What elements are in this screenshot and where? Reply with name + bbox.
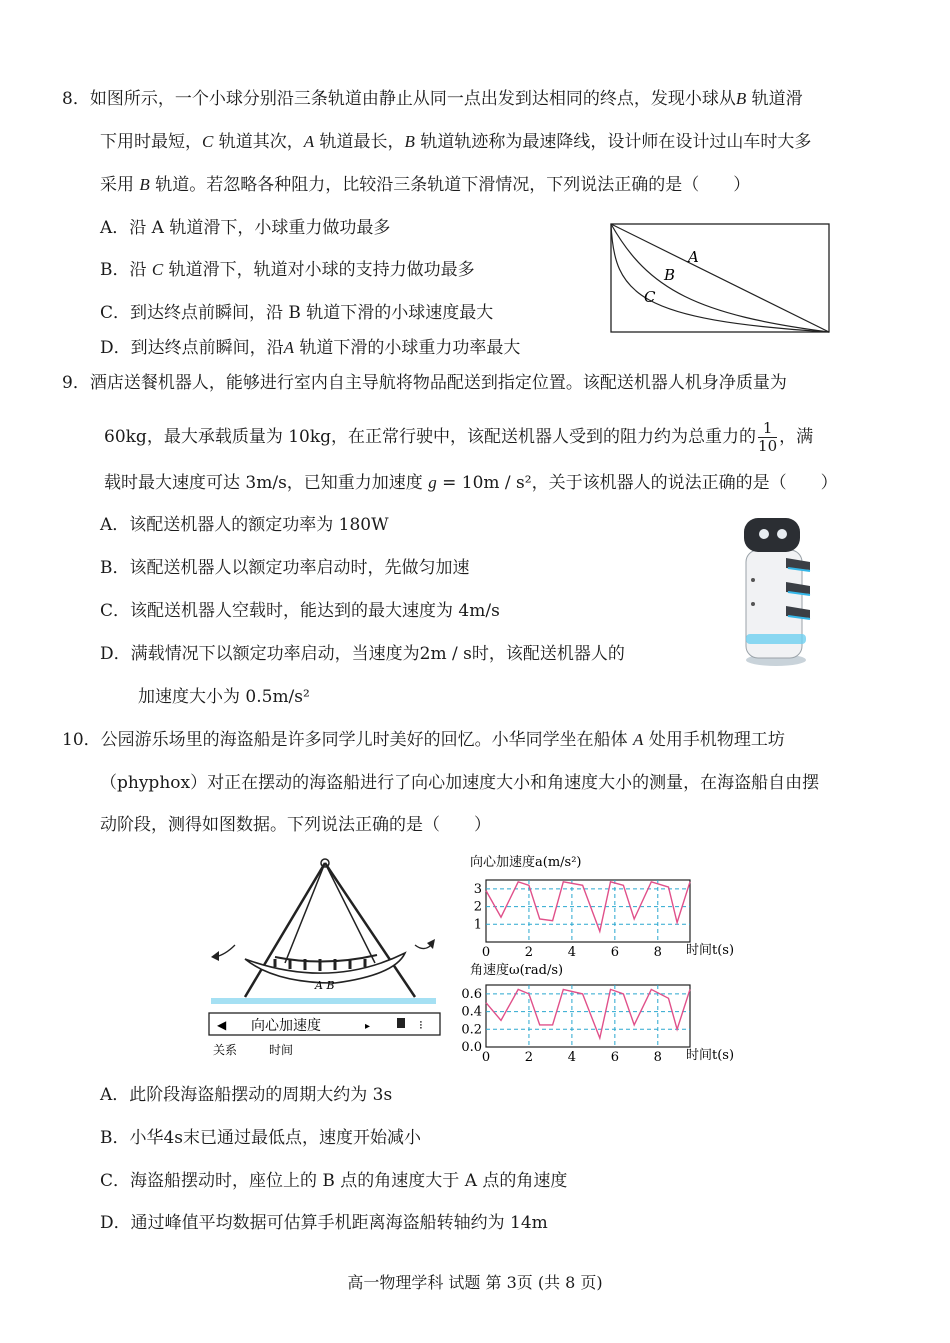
c1-xtick-label: 8 bbox=[653, 945, 662, 960]
label-a: A bbox=[688, 248, 699, 266]
c1-xtick-label: 2 bbox=[524, 945, 534, 960]
q9-option-c: C．该配送机器人空载时，能达到的最大速度为 4m/s bbox=[100, 601, 500, 621]
app-bar bbox=[209, 1013, 440, 1035]
chart2-title: 角速度ω(rad/s) bbox=[470, 963, 564, 978]
app-tab-time: 时间 bbox=[269, 1043, 294, 1057]
q8-option-c: C．到达终点前瞬间，沿 B 轨道下滑的小球速度最大 bbox=[100, 303, 494, 323]
q10-option-a: A．此阶段海盗船摆动的周期大约为 3s bbox=[100, 1085, 393, 1105]
q8-line3: 采用 B 轨道。若忽略各种阻力，比较沿三条轨道下滑情况，下列说法正确的是（ ） bbox=[100, 175, 751, 195]
chart1-xlabel: 时间t(s) bbox=[686, 943, 735, 958]
c2-ytick-label: 0.6 bbox=[461, 986, 482, 1002]
track-a bbox=[611, 224, 829, 332]
c2-xtick-label: 0 bbox=[481, 1050, 491, 1065]
q8-line2: 下用时最短，C 轨道其次，A 轨道最长，B 轨道轨迹称为最速降线，设计师在设计过山车时大多 bbox=[100, 132, 812, 152]
q8-track-figure bbox=[608, 220, 834, 336]
q9-option-d-cont: 加速度大小为 0.5m/s² bbox=[138, 687, 310, 707]
svg-text:◀: ◀ bbox=[217, 1018, 227, 1032]
pirate-ship-figure bbox=[205, 855, 445, 1060]
c2-xtick-label: 2 bbox=[524, 1050, 534, 1065]
c1-xtick-label: 6 bbox=[610, 945, 619, 960]
chart2-series-line bbox=[486, 989, 690, 1038]
q8-option-d: D．到达终点前瞬间，沿A 轨道下滑的小球重力功率最大 bbox=[100, 338, 521, 358]
chart2-xlabel: 时间t(s) bbox=[686, 1048, 735, 1063]
fraction-one-tenth: $\frac{1}{10}$ bbox=[758, 419, 778, 455]
chart1-gridlines bbox=[486, 880, 690, 942]
app-tab-relation: 关系 bbox=[213, 1043, 238, 1057]
q10-line1: 10．公园游乐场里的海盗船是许多同学儿时美好的回忆。小华同学坐在船体 A 处用手机物理工坊 bbox=[62, 730, 785, 750]
q10-option-d: D．通过峰值平均数据可估算手机距离海盗船转轴约为 14m bbox=[100, 1213, 548, 1233]
q9-option-a: A．该配送机器人的额定功率为 180W bbox=[100, 515, 389, 535]
c1-ytick-label: 3 bbox=[473, 881, 482, 897]
c2-ytick-label: 0.0 bbox=[461, 1040, 482, 1055]
svg-text:A B: A B bbox=[315, 979, 335, 992]
c1-xtick-label: 4 bbox=[567, 945, 577, 960]
c1-ytick-label: 1 bbox=[473, 917, 482, 933]
q9-line3: 载时最大速度可达 3m/s，已知重力加速度 g = 10m / s²，关于该机器人的说法正确的是（ ） bbox=[104, 473, 838, 493]
q10-option-c: C．海盗船摆动时，座位上的 B 点的角速度大于 A 点的角速度 bbox=[100, 1171, 568, 1191]
q8-option-a: A．沿 A 轨道滑下，小球重力做功最多 bbox=[100, 218, 391, 238]
q10-option-b: B．小华4s末已通过最低点，速度开始减小 bbox=[100, 1128, 422, 1148]
q10-line2: （phyphox）对正在摆动的海盗船进行了向心加速度大小和角速度大小的测量，在海盗船自由摆 bbox=[100, 773, 820, 793]
label-c: C bbox=[644, 288, 656, 306]
c2-xtick-label: 6 bbox=[610, 1050, 619, 1065]
q9-line1: 9．酒店送餐机器人，能够进行室内自主导航将物品配送到指定位置。该配送机器人机身净质量为 bbox=[62, 373, 787, 393]
c2-ytick-label: 0.2 bbox=[461, 1022, 482, 1038]
svg-text:▸: ▸ bbox=[365, 1021, 371, 1032]
q9-option-d: D．满载情况下以额定功率启动，当速度为2m / s时，该配送机器人的 bbox=[100, 644, 625, 664]
app-label: 向心加速度 bbox=[251, 1018, 321, 1034]
chart1-title: 向心加速度a(m/s²) bbox=[470, 855, 582, 870]
label-b: B bbox=[664, 266, 676, 284]
q8-line1: 8．如图所示，一个小球分别沿三条轨道由静止从同一点出发到达相同的终点，发现小球从B 轨道滑 bbox=[62, 89, 803, 109]
page-footer: 高一物理学科 试题 第 3页 (共 8 页) bbox=[347, 1273, 603, 1292]
chart-acceleration bbox=[456, 852, 746, 964]
q9-option-b: B．该配送机器人以额定功率启动时，先做匀加速 bbox=[100, 558, 470, 578]
q9-line2: 60kg，最大承载质量为 10kg，在正常行驶中，该配送机器人受到的阻力约为总重力的 $\frac{1}{10}$ ，满 bbox=[104, 419, 814, 455]
robot-image bbox=[738, 510, 814, 668]
q10-line3: 动阶段，测得如图数据。下列说法正确的是（ ） bbox=[100, 815, 491, 835]
c1-xtick-label: 0 bbox=[481, 945, 491, 960]
q8-option-b: B．沿 C 轨道滑下，轨道对小球的支持力做功最多 bbox=[100, 260, 475, 280]
c2-xtick-label: 8 bbox=[653, 1050, 662, 1065]
c2-xtick-label: 4 bbox=[567, 1050, 577, 1065]
svg-text:⁝: ⁝ bbox=[419, 1018, 423, 1032]
c1-ytick-label: 2 bbox=[473, 899, 482, 915]
chart-angular-velocity bbox=[456, 958, 746, 1068]
c2-ytick-label: 0.4 bbox=[461, 1004, 482, 1020]
